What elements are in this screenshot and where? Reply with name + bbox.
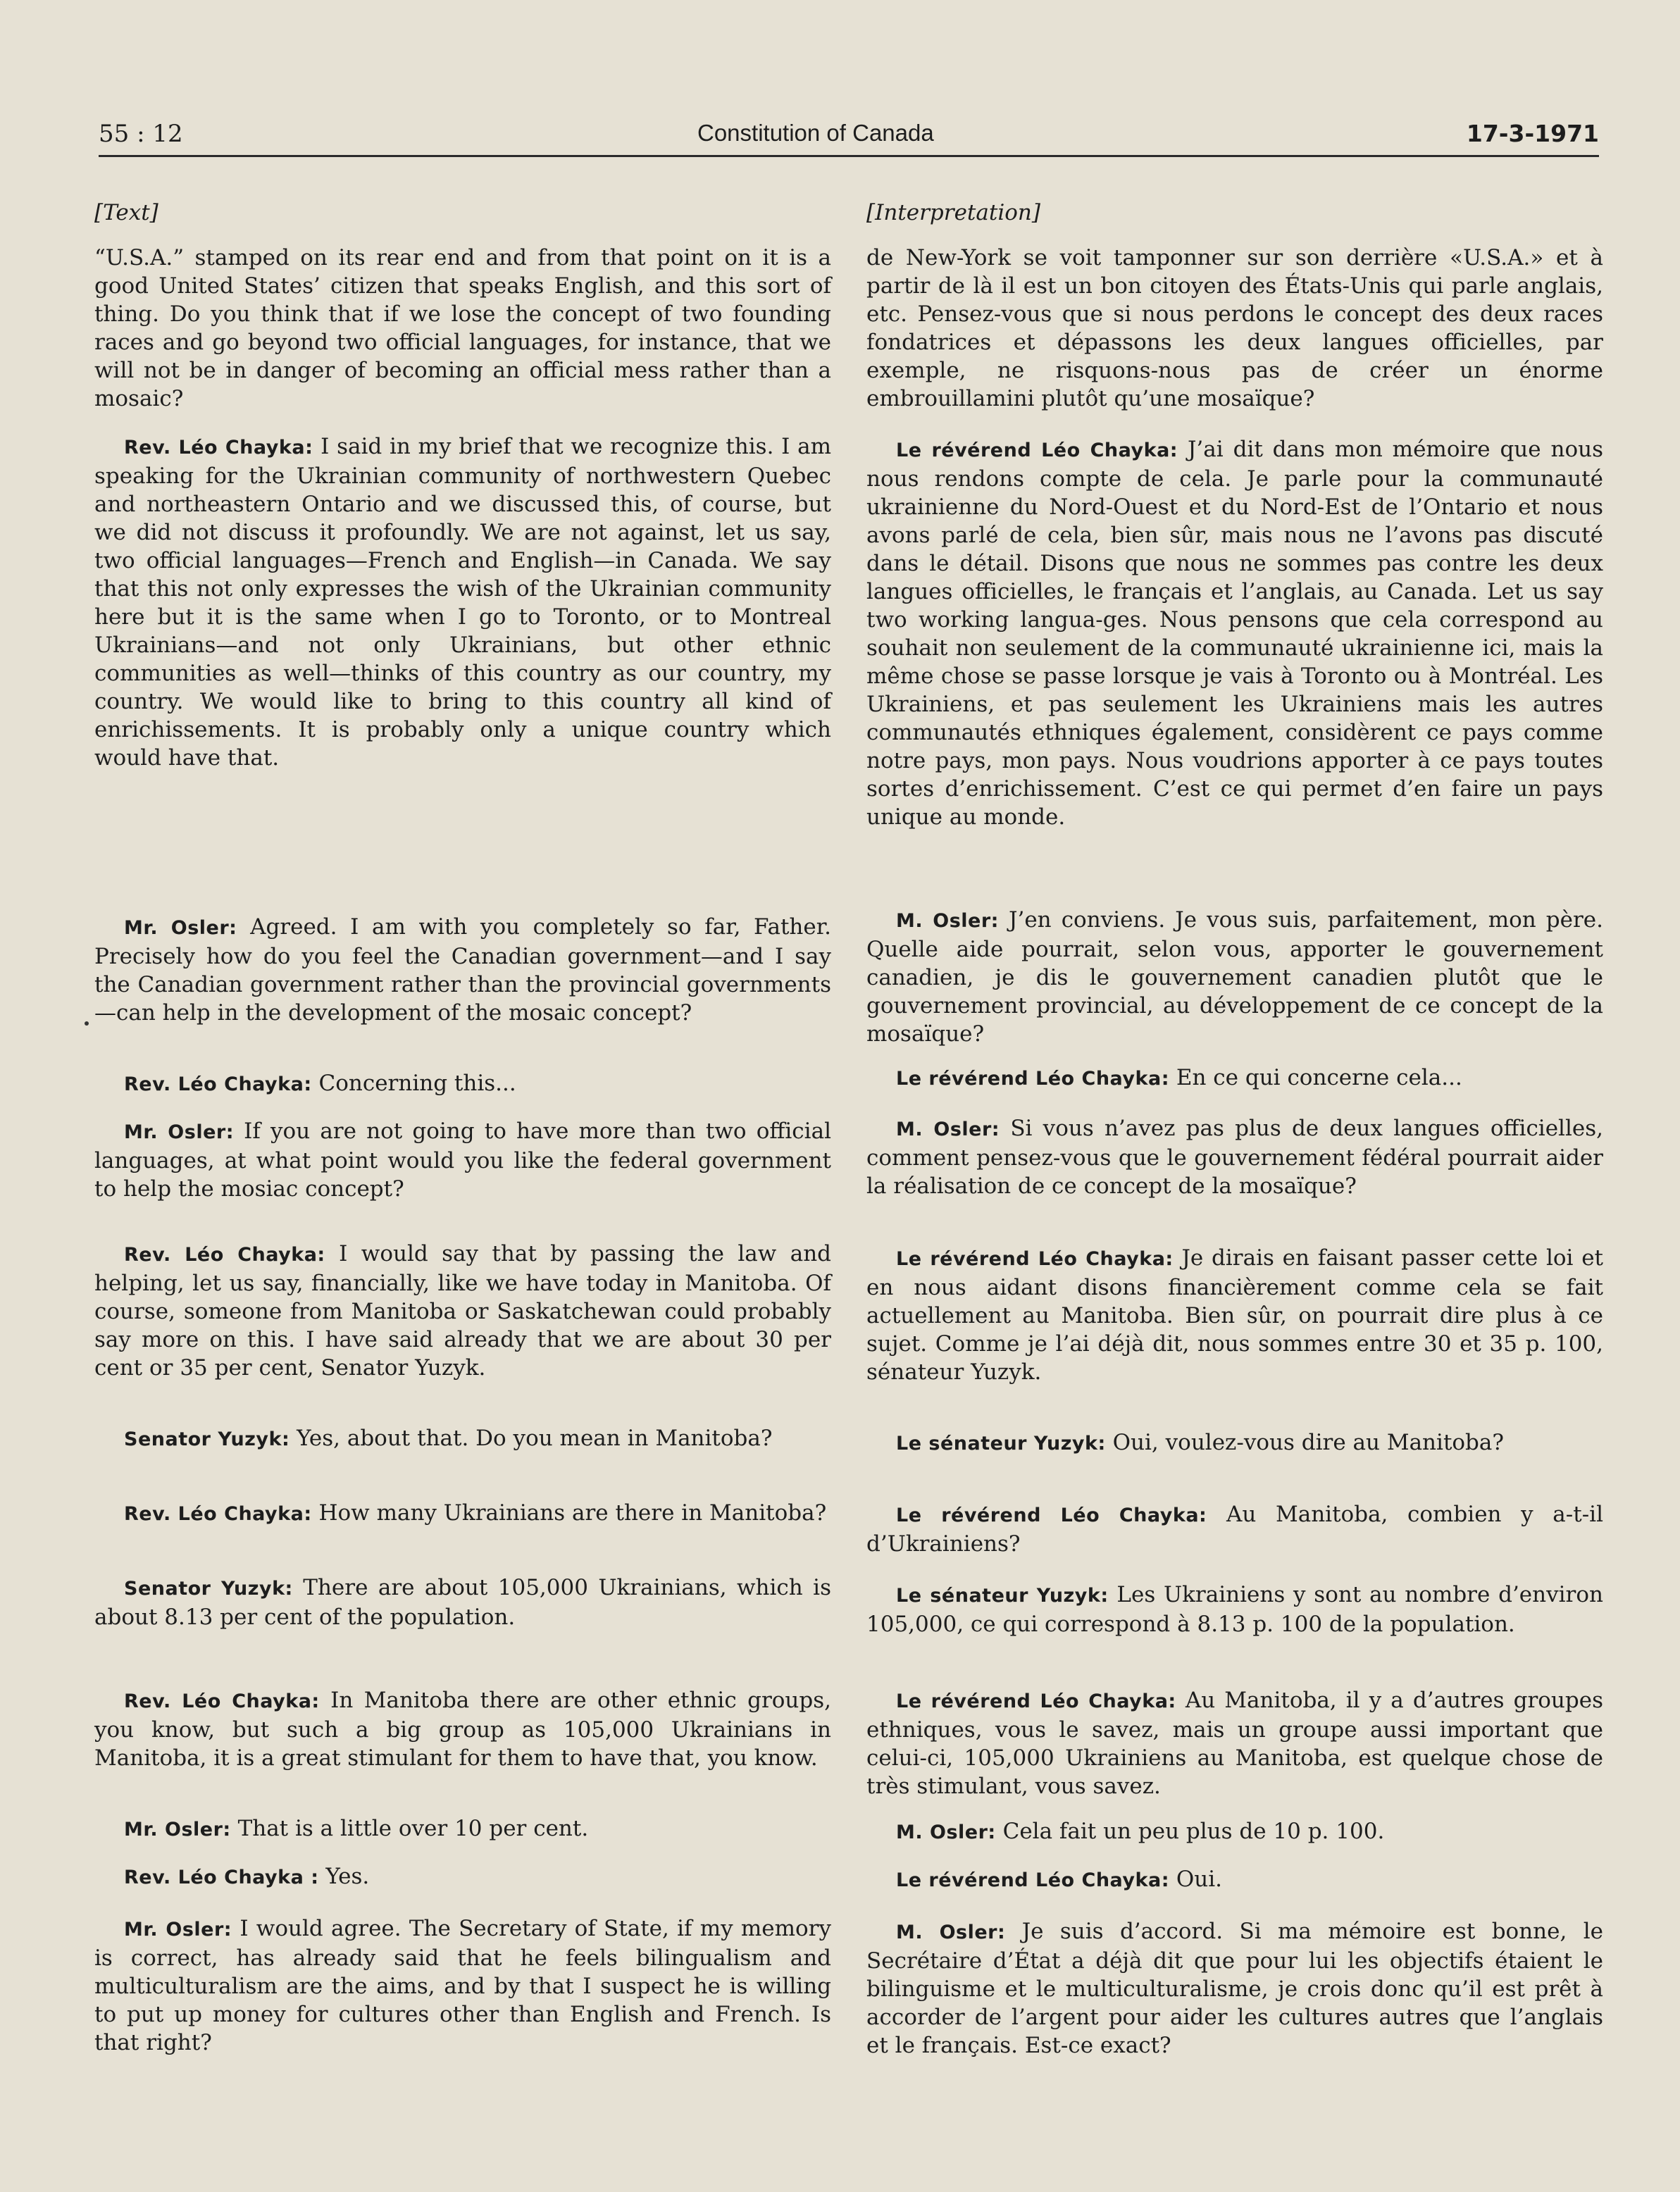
- speaker-name: Rev. Léo Chayka:: [124, 1690, 320, 1712]
- paragraph: [94, 1069, 831, 1099]
- paragraph-text: Je suis d’accord. Si ma mémoire est bonne, le Secrétaire d’État a déjà dit que pour lui les objectifs étaient le bilinguisme et le multiculturalisme, je crois donc qu’il est prêt à accorder de l’argent pour aider les cultures autres que l’anglais et le français. Est-ce exact?: [866, 1919, 1603, 2058]
- paragraph: [94, 1686, 831, 1772]
- paragraph: [866, 1917, 1603, 2060]
- speaker-name: Le sénateur Yuzyk:: [896, 1433, 1106, 1455]
- paragraph: [94, 1574, 831, 1631]
- paragraph-text: Agreed. I am with you completely so far, Father. Precisely how do you feel the Canadian government—and I say the Canadian government rather than the provincial governments—can help in the development of the mosaic concept?: [94, 914, 831, 1026]
- paragraph-text: Yes.: [325, 1864, 370, 1889]
- text-column-french: [866, 199, 1604, 2058]
- speaker-name: M. Osler:: [896, 1922, 1006, 1943]
- paragraph-text: I said in my brief that we recognize this. I am speaking for the Ukrainian community of northwestern Quebec and northeastern Ontario and we discussed this, of course, but we did not discuss it profoundly. We are not against, let us say, two official languages—French and English—in Canada. We say that this not only expresses the wish of the Ukrainian community here but it is the same when I go to Toronto, or to Montreal Ukrainians—and not only Ukrainians, but other ethnic communities as well—thinks of this country as our country, my country. We would like to bring to this country all kind of enrichissements. It is probably only a unique country which would have that.: [94, 434, 832, 771]
- paragraph: [866, 906, 1603, 1048]
- paragraph: [94, 1240, 831, 1382]
- paragraph-text: I would agree. The Secretary of State, if my memory is correct, has already said that he feels bilingualism and multiculturalism are the aims, and by that I suspect he is willing to put up money for cultures other than English and French. Is that right?: [94, 1916, 831, 2055]
- speaker-name: Senator Yuzyk:: [124, 1578, 293, 1600]
- text-column-english: [94, 199, 832, 2055]
- paragraph-text: “U.S.A.” stamped on its rear end and from that point on it is a good United States’ citizen that speaks English, and this sort of thing. Do you think that if we lose the concept of two founding races and go beyond two official languages, for instance, that we will not be in danger of becoming an official mess rather than a mosaic?: [94, 245, 831, 411]
- paragraph: [866, 1114, 1603, 1200]
- paragraph: [94, 432, 831, 772]
- paragraph: [94, 1499, 831, 1528]
- paragraph-text: There are about 105,000 Ukrainians, which is about 8.13 per cent of the population.: [94, 1575, 832, 1630]
- speaker-name: Rev. Léo Chayka :: [124, 1867, 319, 1888]
- column-heading: [Interpretation]: [866, 200, 1040, 225]
- page-date: 17-3-1971: [1466, 120, 1599, 147]
- speaker-name: M. Osler:: [896, 1119, 1000, 1140]
- paragraph: [866, 244, 1603, 413]
- paragraph: [94, 1117, 831, 1203]
- paragraph: [866, 1064, 1603, 1093]
- paragraph-text: Cela fait un peu plus de 10 p. 100.: [1002, 1819, 1385, 1844]
- speaker-name: Le révérend Léo Chayka:: [896, 1869, 1169, 1891]
- paragraph: [866, 1428, 1603, 1458]
- page-header: [99, 118, 1599, 158]
- header-rule: [99, 155, 1599, 157]
- paragraph-text: J’en conviens. Je vous suis, parfaitement, mon père. Quelle aide pourrait, selon vous, apporter le gouvernement canadien, je dis le gouvernement canadien plutôt que le gouvernement provincial, au développement de ce concept de la mosaïque?: [866, 907, 1604, 1047]
- paragraph-text: J’ai dit dans mon mémoire que nous nous rendons compte de cela. Je parle pour la communauté ukrainienne du Nord-Ouest et du Nord-Est de l’Ontario et nous avons parlé de cela, bien sûr, mais nous ne l’avons pas discuté dans le détail. Disons que nous ne sommes pas contre les deux langues officielles, le français et l’anglais, au Canada. Let us say two working langua-ges. Nous pensons que cela correspond au souhait non seulement de la communauté ukrainienne ici, mais la même chose se passe lorsque je vais à Toronto ou à Montréal. Les Ukrainiens, et pas seulement les Ukrainiens mais les autres communautés ethniques également, considèrent ce pays comme notre pays, mon pays. Nous voudrions apporter à ce pays toutes sortes d’enrichissement. C’est ce qui permet d’en faire un pays unique au monde.: [866, 437, 1603, 830]
- speaker-name: Mr. Osler:: [124, 1819, 231, 1841]
- paragraph: [866, 435, 1603, 831]
- paragraph-text: That is a little over 10 per cent.: [237, 1816, 589, 1841]
- speaker-name: Rev. Léo Chayka:: [124, 1503, 312, 1525]
- paragraph: [94, 1862, 831, 1892]
- speaker-name: Le révérend Léo Chayka:: [896, 1690, 1176, 1712]
- speaker-name: Rev. Léo Chayka:: [124, 437, 313, 459]
- paragraph-text: En ce qui concerne cela...: [1176, 1065, 1462, 1090]
- speaker-name: Mr. Osler:: [124, 1919, 232, 1941]
- paragraph: [94, 1814, 831, 1844]
- paragraph-text: Les Ukrainiens y sont au nombre d’environ 105,000, ce qui correspond à 8.13 p. 100 de la population.: [866, 1582, 1603, 1637]
- speaker-name: Le sénateur Yuzyk:: [896, 1585, 1109, 1607]
- speaker-name: Senator Yuzyk:: [124, 1428, 290, 1450]
- speaker-name: Rev. Léo Chayka:: [124, 1244, 325, 1266]
- paragraph-text: Je dirais en faisant passer cette loi et en nous aidant disons financièrement comme cela se fait actuellement au Manitoba. Bien sûr, on pourrait dire plus à ce sujet. Comme je l’ai déjà dit, nous sommes entre 30 et 35 p. 100, sénateur Yuzyk.: [866, 1245, 1604, 1385]
- paragraph: [866, 1581, 1603, 1638]
- paragraph-text: Au Manitoba, combien y a-t-il d’Ukrainiens?: [866, 1502, 1603, 1557]
- speaker-name: Le révérend Léo Chayka:: [896, 1505, 1207, 1526]
- paragraph-text: Oui, voulez-vous dire au Manitoba?: [1112, 1430, 1505, 1455]
- paragraph-text: How many Ukrainians are there in Manitoba?: [318, 1500, 827, 1526]
- paragraph: [866, 1244, 1603, 1386]
- paragraph-text: Au Manitoba, il y a d’autres groupes ethniques, vous le savez, mais un groupe aussi important que celui-ci, 105,000 Ukrainiens au Manitoba, est quelque chose de très stimulant, vous savez.: [866, 1688, 1604, 1799]
- speaker-name: Le révérend Léo Chayka:: [896, 1068, 1169, 1090]
- paragraph: [866, 1686, 1603, 1800]
- speaker-name: Rev. Léo Chayka:: [124, 1073, 312, 1095]
- paragraph: [94, 1424, 831, 1454]
- speaker-name: Le révérend Léo Chayka:: [896, 440, 1178, 461]
- paragraph-text: If you are not going to have more than two official languages, at what point would you like the federal government to help the mosiac concept?: [94, 1119, 831, 1202]
- column-heading: [Text]: [94, 200, 158, 225]
- speaker-name: Mr. Osler:: [124, 1121, 234, 1143]
- paragraph-text: I would say that by passing the law and helping, let us say, financially, like we have today in Manitoba. Of course, someone from Manitoba or Saskatchewan could probably say more on this. I have said already that we are about 30 per cent or 35 per cent, Senator Yuzyk.: [94, 1241, 832, 1381]
- speaker-name: Le révérend Léo Chayka:: [896, 1248, 1174, 1270]
- paragraph: [866, 1500, 1603, 1558]
- paragraph: [866, 1817, 1603, 1847]
- paragraph-text: de New-York se voit tamponner sur son derrière «U.S.A.» et à partir de là il est un bon citoyen des États-Unis qui parle anglais, etc. Pensez-vous que si nous perdons le concept des deux races fondatrices et dépassons les deux langues officielles, par exemple, ne risquons-nous pas de créer un énorme embrouillamini plutôt qu’une mosaïque?: [866, 245, 1603, 411]
- paragraph-text: Si vous n’avez pas plus de deux langues officielles, comment pensez-vous que le gouvernement fédéral pourrait aider la réalisation de ce concept de la mosaïque?: [866, 1116, 1603, 1199]
- margin-dot: [85, 1021, 89, 1026]
- speaker-name: Mr. Osler:: [124, 917, 237, 939]
- paragraph: [94, 244, 831, 413]
- page-number: 55 : 12: [99, 120, 183, 148]
- paragraph-text: Oui.: [1176, 1867, 1223, 1892]
- running-title: Constitution of Canada: [697, 120, 934, 146]
- paragraph-text: Yes, about that. Do you mean in Manitoba?: [297, 1426, 773, 1451]
- speaker-name: M. Osler:: [896, 910, 999, 932]
- paragraph-text: In Manitoba there are other ethnic groups, you know, but such a big group as 105,000 Ukrainians in Manitoba, it is a great stimulant for them to have that, you know.: [94, 1688, 832, 1771]
- speaker-name: M. Osler:: [896, 1822, 996, 1843]
- paragraph: [94, 913, 831, 1027]
- paragraph-text: Concerning this...: [318, 1071, 516, 1096]
- paragraph: [94, 1914, 831, 2057]
- paragraph: [866, 1865, 1603, 1895]
